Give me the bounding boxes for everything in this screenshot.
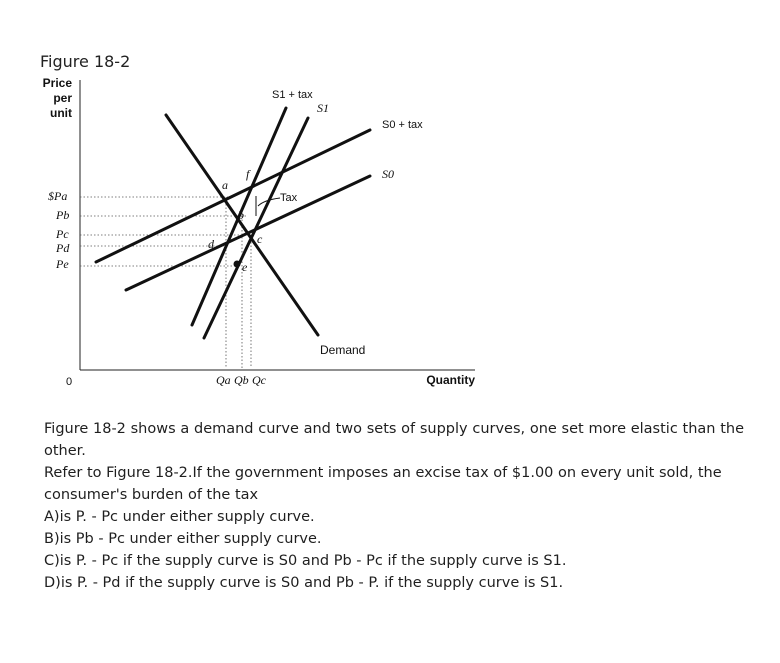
point-label-e: e [242, 260, 248, 274]
y-axis-label-line2: per [53, 91, 72, 105]
option-a[interactable]: A)is P. - Pc under either supply curve. [44, 509, 315, 525]
price-label-pd: Pd [56, 241, 70, 255]
price-label-pc: Pc [56, 227, 69, 241]
price-label-pa: $Pa [48, 189, 68, 203]
point-label-f: f [246, 167, 250, 181]
point-label-c: c [257, 232, 263, 246]
point-label-b: b [238, 208, 244, 222]
origin-label: 0 [66, 376, 73, 388]
option-d[interactable]: D)is P. - Pd if the supply curve is S0 and Pb - P. if the supply curve is S1. [44, 575, 564, 591]
y-axis-label-line3: unit [50, 106, 72, 120]
point-e-marker [234, 261, 241, 268]
s0-label: S0 [382, 167, 394, 181]
s0-tax-label: S0 + tax [382, 119, 423, 131]
option-c[interactable]: C)is P. - Pc if the supply curve is S0 and Pb - Pc if the supply curve is S1. [44, 553, 567, 569]
figure-title: Figure 18-2 [40, 52, 131, 71]
x-axis-label: Quantity [426, 373, 475, 387]
price-label-pe: Pe [56, 257, 69, 271]
demand-label: Demand [320, 343, 366, 357]
quantity-label-qc: Qc [252, 373, 266, 387]
question-block [44, 418, 744, 594]
s1-tax-label: S1 + tax [272, 89, 313, 101]
price-guides [80, 197, 254, 368]
s1-label: S1 [317, 101, 329, 115]
tax-label: Tax [280, 192, 298, 204]
point-label-a: a [222, 178, 228, 192]
s1-curve [204, 118, 308, 338]
quantity-label-qa: Qa [216, 373, 231, 387]
question-prompt: Refer to Figure 18-2.If the government imposes an excise tax of $1.00 on every unit sold, the consumer's burden of the tax [44, 465, 722, 503]
question-caption: Figure 18-2 shows a demand curve and two sets of supply curves, one set more elastic than the other. [44, 421, 744, 459]
point-label-d: d [208, 237, 214, 251]
option-b[interactable]: B)is Pb - Pc under either supply curve. [44, 531, 322, 547]
y-axis-label-line1: Price [42, 76, 72, 90]
quantity-label-qb: Qb [234, 373, 249, 387]
price-label-pb: Pb [56, 208, 70, 222]
